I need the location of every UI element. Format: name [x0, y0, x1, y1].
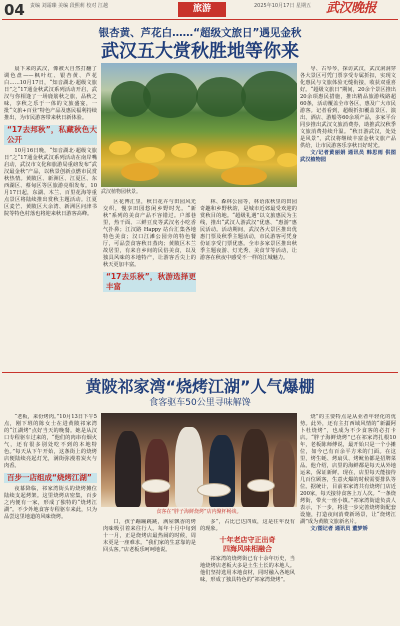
section-tag: 旅游 [178, 2, 226, 17]
article1-subhead-2: “17去乐秋”，秋游选择更丰富 [103, 272, 196, 292]
issue-date: 2025年10月17日 星期五 [254, 3, 312, 9]
article2-column-3 [200, 519, 295, 624]
page-number: 04 [4, 1, 25, 19]
article1-subtitle: 银杏黄、芦花白……“超级文旅日”遇见金秋 [98, 27, 302, 39]
article2-body-1: 夜幕降临，祁家湾街头的烧烤摊位陆续支起烤架。这里烧烤店密集，百步之内便有一家，形成了独特的“烧烤江湖”。不少外地食客专程驱车来此，只为品尝这里地道的风味烧烤。 [4, 486, 97, 520]
article2-byline: 文/图记者 通讯员 董梦娇 [310, 526, 368, 532]
article1-column-4 [300, 66, 396, 369]
article2-body-5: 烧”的主要特点是从业者年轻化的优势。此外，还有主打西域风情的“新疆阿卜杜烧烤”，也成为不少食客的必打卡店。“胖子海鲜烧烤”已在祁家湾扎根10年，老板陈师傅说，最开始只是一个小摊位，如今已有百余平方米的门面。在这里，烤生蚝、烤扇贝、烤鱿鱼都是招牌菜品。他介绍，店里的海鲜都是每天从外地运来，保证新鲜。现在，店里每天能接待几百位顾客，生意火爆的时候需要排队等位。据统计，目前祁家湾共有烧烤门店近200家，每天接待食客上万人次。“一条烧烤街，带火一座小镇。”祁家湾街道负责人表示，下一步，将进一步完善烧烤街配套设施，打造夜间消费新场景，让“烧烤江湖”成为黄陂文旅新名片。 [300, 414, 396, 525]
article1-photo-caption: 武汉植物园秋景。 [101, 189, 142, 195]
header-rule [2, 19, 398, 20]
article1-column-3 [200, 199, 297, 369]
article2-subhead-2: 十年老店守正出奇 四海风味相融合 [219, 536, 276, 553]
article1-lead: 晨下来的武汉，像被大自然打翻了调色盘——枫叶红、银杏黄、芦花白……10月17日，“知音湖北·超级文旅日”之“17通金秋武汉系列活动开启，武汉与你相逢了一场鹿筋秋之旅，品秋之味，享秋之乐于一体的文旅盛宴，一批“文旅+百业”特色产品及惠民福利持续推出，为市民游客带来秋日新体验。 [4, 66, 97, 121]
article2-body-4: 祁家湾的烧烤街已有十余年历史，当地烧烤店老板大多是土生土长的本地人。他们坚持选用本地食材，同时融入各地风味，形成了独具特色的“祁家湾烧烤”。 [200, 556, 295, 583]
article2-body-3: 多”，占比已达四成，这是往年没有的现象。 [200, 519, 295, 532]
article1-subhead-1: “17去邦秋”，私藏秋色大公开 [4, 125, 97, 145]
botanical-garden-photo [101, 63, 297, 187]
article2-body-2: 口，孩子蹦蹦跳跳，满屋飘香的烤肉味吸引着来往行人。每年十月中旬到十一月，正是烧烤店最热闹的时候，周末更是一座难求。“我们家的生意靠的是回头客。”店老板乐呵呵地说。 [103, 519, 196, 553]
newspaper-logo: 武汉晚报 [326, 1, 377, 16]
article2-column-2 [103, 519, 196, 624]
article2-column-4 [300, 414, 396, 624]
article2-lead: “老板，来份烤肉。”10月13日下午5点，刚下班的陈女士在进黄陂祁家湾的“江湖烤”点好当天的晚餐。她是从汉口专程驱车过来的，“他们的肉串有烟火气，还有很多别处吃不到的本地特色。”每天从下午开始，这条街上的烧烤店便陆续亮起灯光，满街弥漫着炭火与肉香。 [4, 414, 97, 469]
article2-column-1 [4, 414, 97, 624]
article-separator [2, 372, 398, 373]
article1-column-2 [103, 199, 196, 369]
article1-body-4: 导、古琴琴，探访武汉，武汉洞洞穿各大景区可凭门票享受专属折扣，实现文化惠民与文旅体验无缝衔接，收获双重喜好。“超级文旅日”期间，20余个景区推出20余项惠民措施，推出精品旅游线路超60条，活动覆盖全市各区，惠及广大市民游客。记者看到，超级折扣覆盖景区、演出、酒店、游船等60余项产品，多家平台同步推出武汉文旅消费券，助推武汉秋季文旅消费持续升温。“秋日游武汉，处处是风景”，武汉将继续丰富金秋文旅产品供给，让市民游客乐享秋日好时光。 [300, 66, 396, 149]
article1-column-1 [4, 66, 97, 369]
article2-subhead-1: 百步一店组成“烧烤江湖” [4, 473, 97, 483]
bbq-restaurant-photo [101, 413, 297, 507]
article1-body-3: 林、森林公园等，林语浓秋里的田园奇趣和乡野秋韵，是城市近郊最受欢迎的赏秋目的地。“超级礼遇”以文旅惠民为主线，推出“武汉人游武汉”优惠、“惠游”惠民活动。活动期间，武汉各大景区推出优惠门票及秋季主题活动，市民游客可凭身份证享受门票优惠。全市多家景区推出秋季主题夜游、灯光秀、美食节等活动，让游客在秋夜中感受不一样的江城魅力。 [200, 199, 297, 261]
article1-body-1: 10月16日晚，“知音湖北·超级文旅日”之“17通金秋武汉系列活动在南岸嘴启动，武汉市文化和旅游局重磅发布“武汉最金秋”产品，以秋景创新点燃市民赏秋热情。黄陂区、新洲区、江夏区、东西湖区、蔡甸区等区旅游亮相发布。10月17日起，东湖、木兰、百里花海等重点景区将陆续推出赏秋主题活动。江夏区麦芒、黄陂区大余湾、新洲区问津书院等特色村落也将迎来秋日游客高峰。 [4, 148, 97, 217]
article1-title: 武汉五大赏秋胜地等你来 [101, 41, 299, 62]
article1-body-2: 区花博汇里，秋日花卉与田园风光交织，慢享田园悠闲乡野时光。“新秋”系列的美食产品不容错过。户部巷里，热干面、三鲜豆皮等武汉名小吃香气扑鼻；江汉路 Happy 站台汇集各地特色美食；汉口江滩公园旁的特色餐厅，可品尝食客秋日蒸肉；黄陂区木兰故居里，有来自乡间的民俗美食，以及独具风味的本地特产，让游客舌尖上的秋天更加丰富。 [103, 199, 196, 268]
editor-credits: 责编 刘霜臻 美编 段熙莉 校对 江越 [30, 3, 108, 9]
article1-byline: 文/记者黄丽娟 通讯员 韩思雨 供图 武汉植物园 [300, 150, 396, 163]
article2-photo-caption: 食客在“胖子海鲜烧烤”店内聚杯畅谈。 [156, 509, 242, 515]
article2-title: 黄陂祁家湾“烧烤江湖”人气爆棚 [85, 377, 315, 396]
page-header [0, 0, 400, 22]
article2-subtitle: 食客驱车50公里寻味解馋 [149, 398, 251, 408]
